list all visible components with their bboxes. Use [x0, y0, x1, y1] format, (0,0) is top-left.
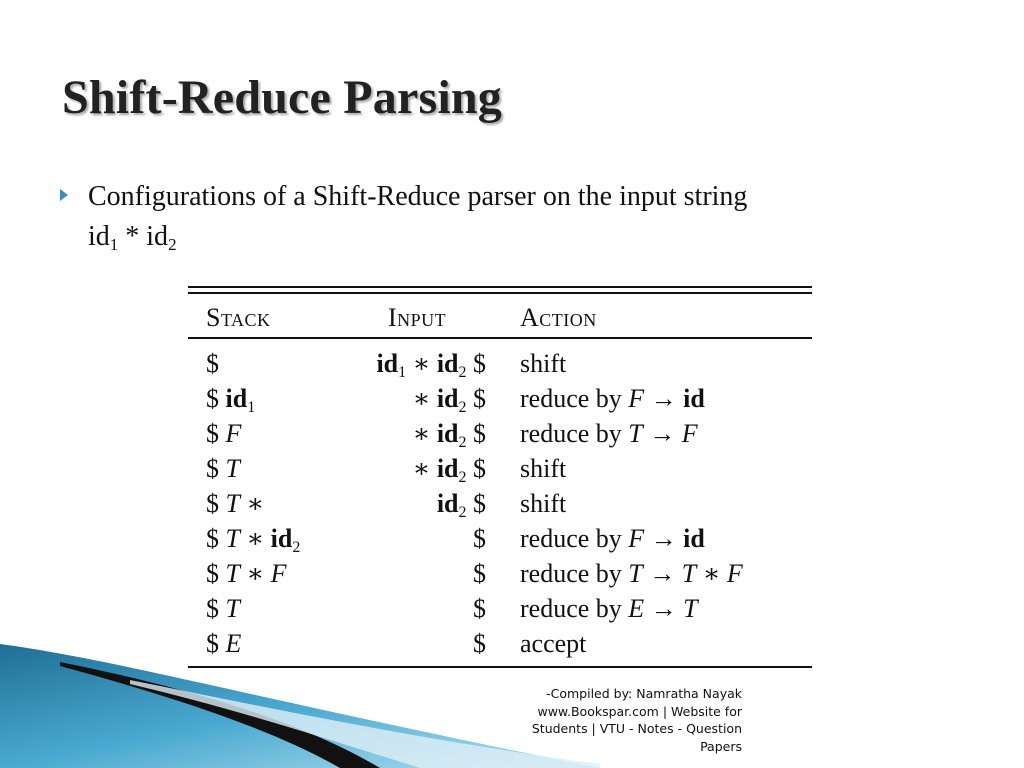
subscript: 2	[458, 504, 467, 521]
id-token: id	[88, 221, 110, 252]
text-token: reduce by	[520, 419, 629, 448]
text-token: $	[466, 489, 486, 518]
text-token: $	[206, 419, 226, 448]
italic-symbol: F	[628, 524, 645, 553]
input-cell	[473, 521, 486, 556]
text-token: reduce by	[520, 594, 629, 623]
bullet-line-1: Configurations of a Shift-Reduce parser on the input string	[88, 181, 748, 212]
text-token: ∗	[239, 559, 271, 588]
text-token: reduce by	[520, 524, 629, 553]
table-top-rule	[188, 286, 812, 288]
action-cell	[520, 521, 705, 556]
text-token: $	[206, 489, 226, 518]
text-token: $	[473, 594, 486, 623]
stack-cell	[206, 346, 226, 381]
text-token: →	[644, 594, 684, 623]
subscript: 2	[458, 434, 467, 451]
bold-token: id	[436, 349, 459, 378]
stack-cell	[206, 486, 264, 521]
subscript: 2	[458, 469, 467, 486]
input-cell	[413, 451, 486, 486]
text-token: shift	[520, 349, 567, 378]
text-token: $	[466, 349, 486, 378]
id-token: * id	[118, 221, 169, 252]
italic-symbol: T	[225, 594, 240, 623]
text-token: ∗	[696, 559, 727, 588]
italic-symbol: T	[681, 559, 697, 588]
table-bottom-rule	[188, 666, 812, 668]
input-cell	[473, 556, 486, 591]
subscript: 2	[292, 539, 301, 556]
stack-cell	[206, 591, 240, 626]
bold-token: id	[436, 489, 459, 518]
text-token: →	[642, 419, 682, 448]
text-token: accept	[520, 629, 587, 658]
header-rule	[188, 337, 812, 339]
subscript: 1	[398, 364, 407, 381]
italic-symbol: F	[225, 419, 242, 448]
text-token: $	[466, 419, 486, 448]
text-token: ∗	[239, 524, 271, 553]
stack-cell	[206, 626, 241, 661]
subscript: 1	[109, 235, 119, 254]
credit-line: Papers	[700, 738, 742, 754]
italic-symbol: E	[628, 594, 645, 623]
table-row	[188, 521, 812, 556]
stack-cell	[206, 381, 255, 416]
input-string	[88, 221, 177, 252]
bullet-text	[88, 177, 747, 257]
table-row	[188, 451, 812, 486]
text-token: $	[206, 559, 226, 588]
bold-token: id	[683, 524, 705, 553]
text-token: →	[644, 524, 684, 553]
bold-token: id	[683, 384, 705, 413]
text-token: ∗	[412, 454, 437, 483]
italic-symbol: T	[225, 454, 240, 483]
text-token: $	[473, 559, 486, 588]
table-row	[188, 381, 812, 416]
text-token: ∗	[406, 349, 437, 378]
text-token: $	[206, 524, 226, 553]
bold-token: id	[436, 419, 459, 448]
text-token: $	[473, 629, 486, 658]
text-token: shift	[520, 489, 567, 518]
credit-line: -Compiled by: Namratha Nayak	[546, 686, 742, 701]
italic-symbol: F	[270, 559, 287, 588]
header-stack: Stack	[206, 303, 271, 332]
subscript: 2	[458, 399, 467, 416]
italic-symbol: T	[225, 489, 240, 518]
italic-symbol: F	[726, 559, 743, 588]
text-token: ∗	[239, 489, 265, 518]
action-cell	[520, 451, 566, 486]
action-cell	[520, 626, 586, 661]
text-token: shift	[520, 454, 567, 483]
table-row	[188, 346, 812, 381]
text-token: →	[642, 559, 682, 588]
text-token: →	[644, 384, 684, 413]
stack-cell	[206, 556, 287, 591]
subscript: 2	[458, 364, 467, 381]
italic-symbol: T	[628, 559, 643, 588]
text-token: $	[466, 384, 486, 413]
header-input: Input	[388, 303, 447, 332]
text-token: $	[206, 384, 226, 413]
credit-line: Students | VTU - Notes - Question	[531, 721, 742, 736]
stack-cell	[206, 451, 240, 486]
input-cell	[473, 591, 486, 626]
input-cell	[473, 626, 486, 661]
bold-token: id	[270, 524, 293, 553]
table-top-rule	[188, 292, 812, 294]
italic-symbol: E	[225, 629, 242, 658]
subscript: 2	[168, 235, 177, 254]
bold-token: id	[225, 384, 248, 413]
parser-configuration-table	[188, 286, 812, 672]
italic-symbol: T	[225, 524, 240, 553]
table-row	[188, 591, 812, 626]
text-token: $	[206, 349, 226, 378]
text-token: $	[473, 524, 486, 553]
action-cell	[520, 346, 566, 381]
italic-symbol: F	[681, 419, 698, 448]
triangle-bullet-icon	[60, 189, 68, 201]
bold-token: id	[436, 454, 459, 483]
table-row	[188, 416, 812, 451]
table-row	[188, 626, 812, 661]
action-cell	[520, 486, 566, 521]
slide-title: Shift-Reduce Parsing	[62, 71, 502, 124]
text-token: $	[206, 454, 226, 483]
bold-token: id	[436, 384, 459, 413]
text-token: $	[466, 454, 486, 483]
credit-footer	[482, 685, 742, 755]
action-cell	[520, 591, 698, 626]
table-row	[188, 556, 812, 591]
input-cell	[376, 346, 486, 381]
header-action: Action	[520, 303, 597, 332]
subscript: 1	[247, 399, 256, 416]
stack-cell	[206, 521, 300, 556]
action-cell	[520, 556, 743, 591]
text-token: reduce by	[520, 384, 629, 413]
text-token: $	[206, 594, 226, 623]
input-cell	[413, 416, 486, 451]
italic-symbol: F	[628, 384, 645, 413]
table-row	[188, 486, 812, 521]
italic-symbol: T	[683, 594, 698, 623]
stack-cell	[206, 416, 241, 451]
text-token: ∗	[412, 419, 437, 448]
italic-symbol: T	[628, 419, 643, 448]
credit-line: www.Bookspar.com | Website for	[537, 703, 742, 719]
text-token: $	[206, 629, 226, 658]
bold-token: id	[376, 349, 399, 378]
input-cell	[413, 381, 486, 416]
action-cell	[520, 416, 698, 451]
italic-symbol: T	[225, 559, 240, 588]
action-cell	[520, 381, 705, 416]
text-token: ∗	[412, 384, 437, 413]
text-token: reduce by	[520, 559, 629, 588]
input-cell	[437, 486, 486, 521]
